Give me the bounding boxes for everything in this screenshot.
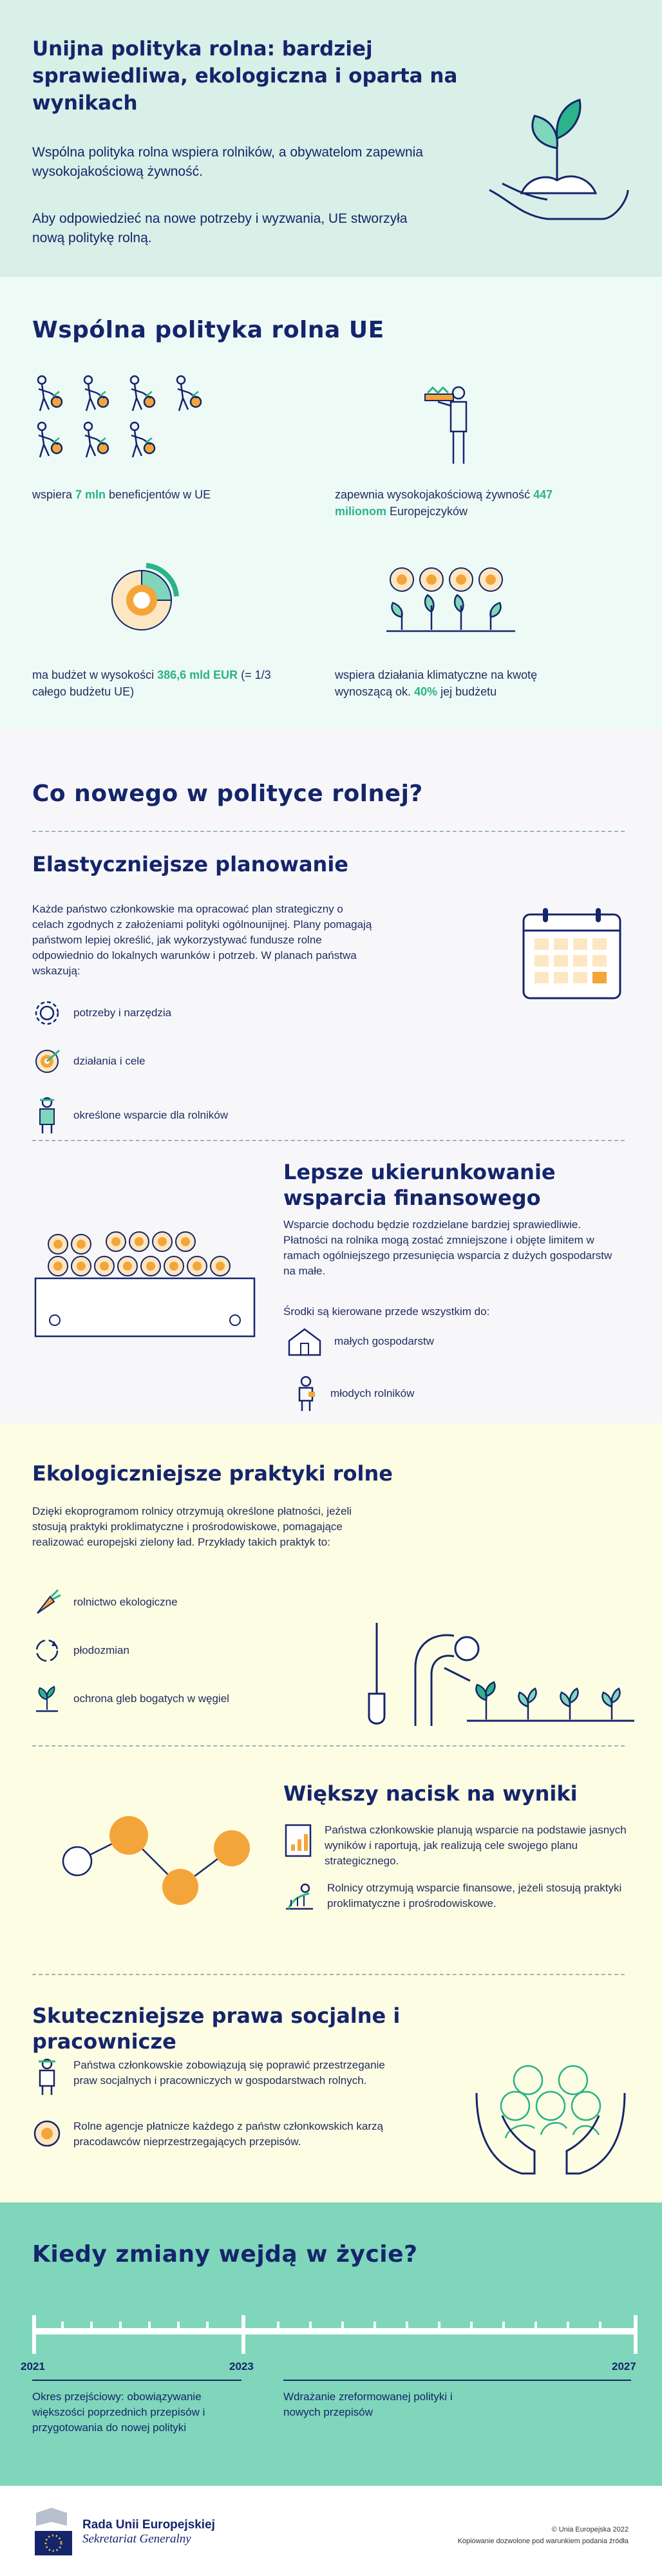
eco-item-soil: ochrona gleb bogatych w węgiel [32,1684,229,1714]
document-chart-icon [283,1823,313,1859]
farmer-icon [32,1096,62,1135]
cap-stats-section [0,277,662,728]
results-item-plans: Państwa członkowskie planują wsparcie na podstawie jasnych wyników i raportują, jak realizują cele swojego planu strategicznego. [283,1823,631,1869]
results-network-illustration [58,1797,251,1906]
coin-icon [32,2119,62,2148]
planning-heading: Elastyczniejsze planowanie [32,852,348,876]
changes-section [0,728,662,1423]
results-heading: Większy nacisk na wyniki [283,1781,578,1806]
page-title: Unijna polityka rolna: bardziej sprawiedliwa, ekologiczna i oparta na wynikach [32,37,458,115]
eco-item-rotation: płodozmian [32,1636,129,1665]
hand-seedling-illustration [477,87,638,242]
targeting-text-2: Środki są kierowane przede wszystkim do: [283,1305,490,1318]
changes-heading: Co nowego w polityce rolnej? [32,781,423,807]
farmer-with-basket-icon [419,380,483,470]
plant-icon [32,1684,62,1714]
farmers-icon-grid [32,374,225,464]
council-secretariat: Sekretariat Generalny [82,2532,191,2546]
social-item-penalties: Rolne agencje płatnicze każdego z państw członkowskich karzą pracodawców nieprzestrzegających przepisów. [32,2119,393,2150]
eu-flag-icon [32,2506,75,2558]
budget-donut-icon [106,560,184,638]
targeting-item-young-farmers: młodych rolników [293,1375,414,1412]
timeline-phase-1: Okres przejściowy: obowiązywanie większości poprzednich przepisów i przygotowania do nowej polityki [32,2391,205,2434]
planning-item-support: określone wsparcie dla rolników [32,1096,228,1135]
timeline-phase-2: Wdrażanie zreformowanej polityki i nowych przepisów [283,2391,453,2418]
timeline-year-end: 2027 [612,2360,636,2372]
farmer-planting-illustration [357,1610,634,1732]
eco-item-organic: rolnictwo ekologiczne [32,1587,178,1617]
planning-item-tools: potrzeby i narzędzia [32,998,171,1028]
gear-icon [32,998,62,1028]
stat-beneficiaries: wspiera 7 mln beneficjentów w UE [32,488,211,501]
targeting-text-1: Wsparcie dochodu będzie rozdzielane bardziej sprawiedliwie. Płatności na rolnika mogą zostać zmniejszone i objęte limitem w ramach ogólniejszego przesunięcia wsparcia z dużych gospodarstw na małe. [283,1218,612,1277]
results-item-farmers: Rolnicy otrzymują wsparcie finansowe, jeżeli stosują praktyki proklimatyczne i prośrodowiskowe. [283,1880,631,1913]
timeline-heading: Kiedy zmiany wejdą w życie? [32,2241,418,2268]
hands-people-illustration [470,2054,631,2183]
young-farmer-icon [293,1375,319,1412]
target-icon [32,1046,62,1076]
stat-citizens: zapewnia wysokojakościową żywność 447 milionom Europejczyków [335,488,553,518]
carrot-icon [32,1587,62,1617]
eco-section [0,1423,662,2202]
copyright-note: Kopiowanie dozwolone pod warunkiem podania źródła [457,2537,629,2545]
eco-text: Dzięki ekoprogramom rolnicy otrzymują określone płatności, jeżeli stosują praktyki proklimatyczne i prośrodowiskowe, pomagające realizować europejski zielony ład. Przykłady takich praktyk to: [32,1505,352,1548]
timeline-year-mid: 2023 [229,2360,254,2372]
eco-heading: Ekologiczniejsze praktyki rolne [32,1461,393,1486]
social-heading: Skuteczniejsze prawa socjalne i pracownicze [32,2003,401,2054]
timeline-ruler [32,2306,638,2357]
planning-item-goals: działania i cele [32,1046,146,1076]
planning-text: Każde państwo członkowskie ma opracować plan strategiczny o celach zgodnych z założeniami polityki ogólnounijnej. Plany pomagają państwom lepiej określić, jak wykorzystywać fundusze rolne odpowiednio do lokalnych warunków i potrzeb. W planach państwa wskazują: [32,903,372,977]
stat-climate: wspiera działania klimatyczne na kwotę wynoszącą ok. 40% jej budżetu [335,668,538,698]
council-name: Rada Unii Europejskiej [82,2518,215,2532]
hero-intro-1: Wspólna polityka rolna wspiera rolników, a obywatelom zapewnia wysokojakościową żywność. [32,145,423,179]
copyright: © Unia Europejska 2022 [551,2526,629,2533]
council-logo [32,2506,215,2558]
footer [0,2486,662,2576]
hero-intro-2: Aby odpowiedzieć na nowe potrzeby i wyzwania, UE stworzyła nową politykę rolną. [32,211,408,245]
timeline-section [0,2202,662,2486]
cap-heading: Wspólna polityka rolna UE [32,317,384,343]
coins-and-plants-icon [386,565,528,636]
targeting-heading: Lepsze ukierunkowanie wsparcia finansowego [283,1160,556,1210]
farm-house-icon [287,1327,323,1356]
stat-budget: ma budżet w wysokości 386,6 mld EUR (= 1/3 całego budżetu UE) [32,668,271,698]
tractor-field-icon [283,1880,316,1913]
targeting-item-small-farms: małych gospodarstw [287,1327,434,1356]
hero-section [0,0,662,277]
social-item-rights: Państwa członkowskie zobowiązują się poprawić przestrzeganie praw socjalnych i pracowniczych w gospodarstwach rolnych. [32,2058,393,2096]
coin-stacks-illustration [32,1230,264,1340]
timeline-year-start: 2021 [21,2360,45,2372]
calendar-icon [520,905,623,1001]
worker-icon [32,2058,62,2096]
rotation-icon [32,1636,62,1665]
